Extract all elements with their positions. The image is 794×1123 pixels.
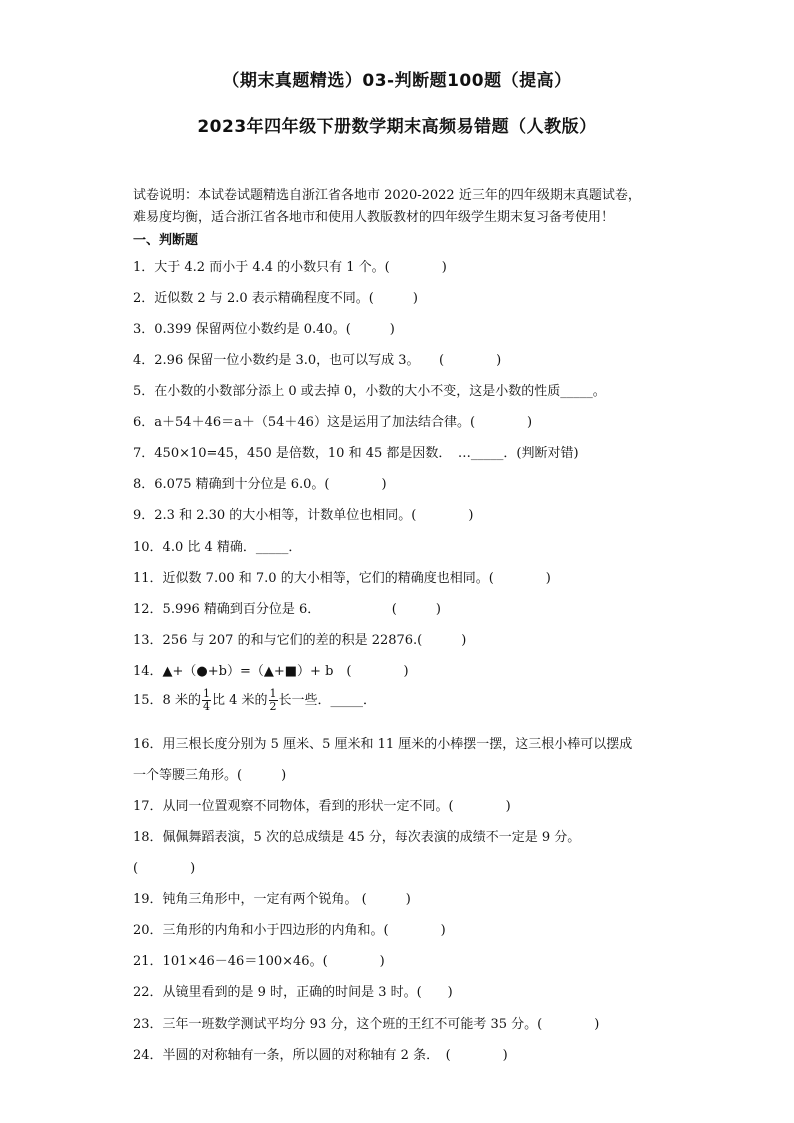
question-15-pre: 15．8 米的 bbox=[133, 693, 201, 708]
question-23: 23．三年一班数学测试平均分 93 分，这个班的王红不可能考 35 分。( ) bbox=[133, 1017, 600, 1032]
question-21: 21．101×46－46＝100×46。( ) bbox=[133, 954, 385, 969]
page-title-line1: （期末真题精选）03-判断题100题（提高） bbox=[222, 71, 572, 91]
fraction-one-quarter: $\frac{1}{4}$ bbox=[202, 687, 210, 713]
question-1: 1．大于 4.2 而小于 4.4 的小数只有 1 个。( ) bbox=[133, 260, 447, 275]
question-10: 10．4.0 比 4 精确．_____． bbox=[133, 540, 302, 555]
question-15-mid: 比 4 米的 bbox=[211, 693, 268, 708]
question-18: 18．佩佩舞蹈表演，5 次的总成绩是 45 分，每次表演的成绩不一定是 9 分。 bbox=[133, 830, 581, 845]
question-7: 7．450×10=45，450 是倍数，10 和 45 都是因数． …_____．(判断对错) bbox=[133, 446, 579, 461]
question-18-cont: ( ) bbox=[133, 861, 196, 876]
question-19: 19．钝角三角形中，一定有两个锐角。 ( ) bbox=[133, 892, 411, 907]
question-14: 14．▲+（●+b）=（▲+■）+ b ( ) bbox=[133, 664, 409, 679]
question-16: 16．用三根长度分别为 5 厘米、5 厘米和 11 厘米的小棒摆一摆，这三根小棒可以摆成 bbox=[133, 737, 633, 752]
question-2: 2．近似数 2 与 2.0 表示精确程度不同。( ) bbox=[133, 291, 418, 306]
intro-line1: 试卷说明：本试卷试题精选自浙江省各地市 2020-2022 近三年的四年级期末真题试卷， bbox=[133, 188, 641, 203]
question-3: 3．0.399 保留两位小数约是 0.40。( ) bbox=[133, 322, 395, 337]
intro-line2: 难易度均衡，适合浙江省各地市和使用人教版教材的四年级学生期末复习备考使用！ bbox=[133, 210, 615, 225]
question-6: 6．a＋54＋46＝a＋（54＋46）这是运用了加法结合律。( ) bbox=[133, 415, 533, 430]
question-15-post: 长一些．_____． bbox=[278, 693, 377, 708]
page-title-line2: 2023年四年级下册数学期末高频易错题（人教版） bbox=[197, 117, 597, 137]
question-17: 17．从同一位置观察不同物体，看到的形状一定不同。( ) bbox=[133, 799, 511, 814]
question-8: 8．6.075 精确到十分位是 6.0。( ) bbox=[133, 477, 387, 492]
question-5: 5．在小数的小数部分添上 0 或去掉 0，小数的大小不变，这是小数的性质_____。 bbox=[133, 384, 606, 399]
fraction-one-half: $\frac{1}{2}$ bbox=[269, 687, 277, 713]
question-4: 4．2.96 保留一位小数约是 3.0，也可以写成 3。 ( ) bbox=[133, 353, 502, 368]
question-22: 22．从镜里看到的是 9 时，正确的时间是 3 时。( ) bbox=[133, 985, 453, 1000]
question-11: 11．近似数 7.00 和 7.0 的大小相等，它们的精确度也相同。( ) bbox=[133, 571, 551, 586]
question-13: 13．256 与 207 的和与它们的差的积是 22876.( ) bbox=[133, 633, 467, 648]
question-9: 9．2.3 和 2.30 的大小相等，计数单位也相同。( ) bbox=[133, 508, 474, 523]
section-title: 一、判断题 bbox=[133, 233, 199, 248]
question-24: 24．半圆的对称轴有一条，所以圆的对称轴有 2 条． ( ) bbox=[133, 1048, 508, 1063]
question-16-cont: 一个等腰三角形。( ) bbox=[133, 768, 287, 783]
question-20: 20．三角形的内角和小于四边形的内角和。( ) bbox=[133, 923, 446, 938]
question-12: 12．5.996 精确到百分位是 6． ( ) bbox=[133, 602, 441, 617]
question-15 bbox=[133, 688, 376, 713]
